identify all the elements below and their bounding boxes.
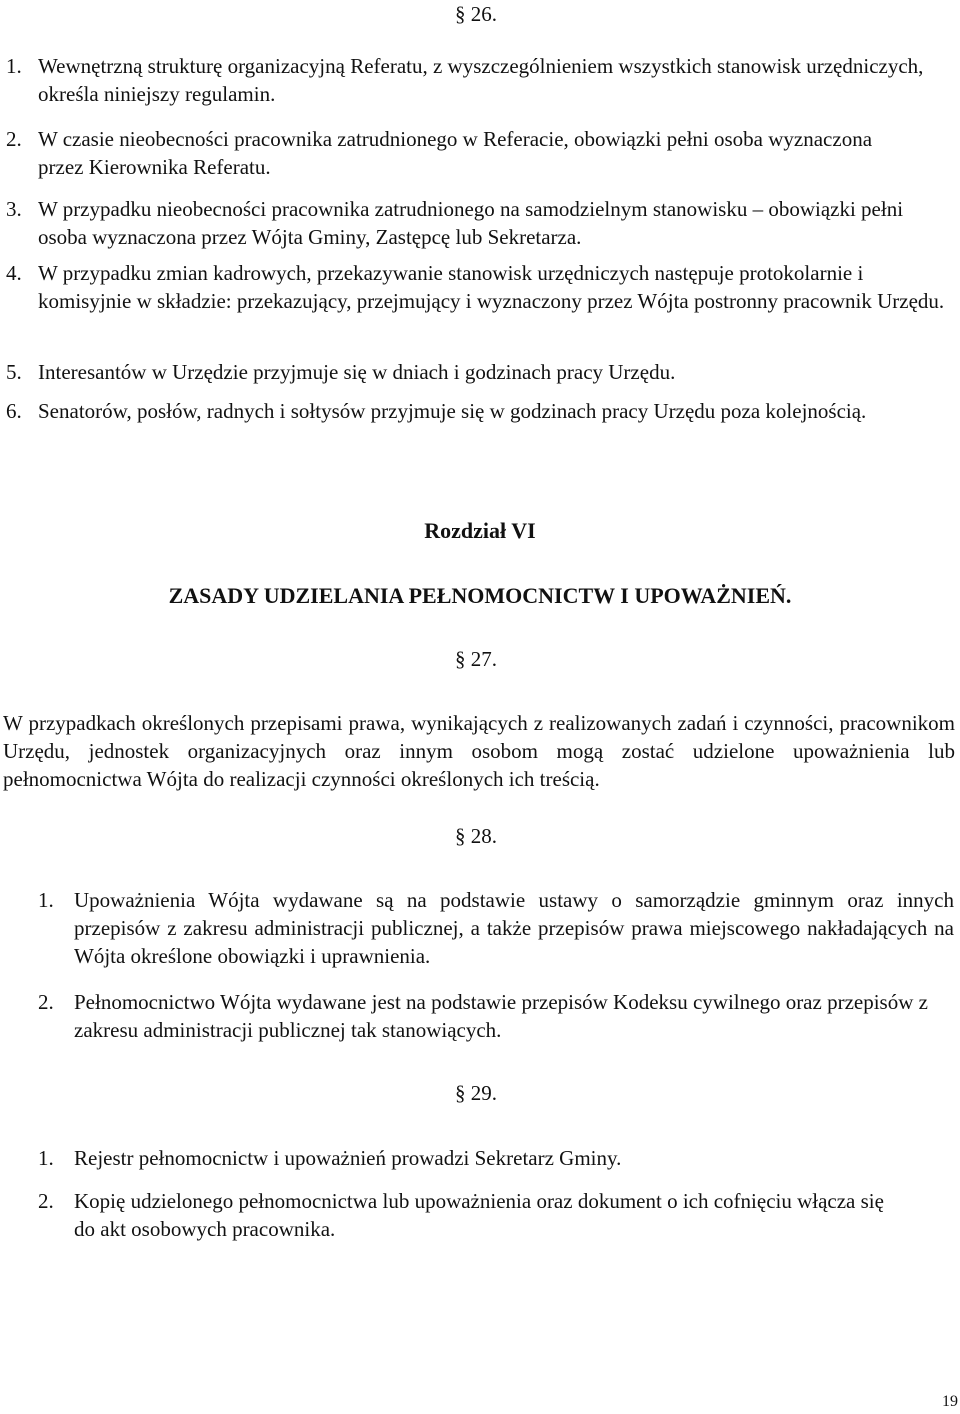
s26-item-2-text: W czasie nieobecności pracownika zatrudnionego w Referacie, obowiązki pełni osoba wyznaczona przez Kierownika Referatu. [38, 127, 873, 179]
s26-item-6 [6, 397, 941, 453]
s29-item-2 [38, 1187, 958, 1243]
s29-item-2-num: 2. [38, 1189, 54, 1213]
s26-item-3-num: 3. [6, 197, 22, 221]
s26-item-1-text: Wewnętrzną strukturę organizacyjną Referatu, z wyszczególnieniem wszystkich stanowisk urzędniczych, określa niniejszy regulamin. [38, 54, 924, 106]
s26-item-4-text: W przypadku zmian kadrowych, przekazywanie stanowisk urzędniczych następuje protokolarnie i komisyjnie w składzie: przekazujący, przejmujący i wyznaczony przez Wójta postronny pracownik Urzędu. [38, 261, 945, 313]
s28-item-2-num: 2. [38, 990, 54, 1014]
s26-item-4 [6, 259, 945, 343]
s26-item-5-num: 5. [6, 360, 22, 384]
s29-item-2-text: Kopię udzielonego pełnomocnictwa lub upoważnienia oraz dokument o ich cofnięciu włącza się do akt osobowych pracownika. [74, 1189, 884, 1241]
s26-item-6-text: Senatorów, posłów, radnych i sołtysów przyjmuje się w godzinach pracy Urzędu poza kolejnością. [38, 399, 867, 423]
s28-item-1-text: Upoważnienia Wójta wydawane są na podstawie ustawy o samorządzie gminnym oraz innych przepisów z zakresu administracji publicznej, a także przepisów prawa miejscowego nakładających na Wójta określone obowiązki i uprawnienia. [74, 888, 954, 968]
s26-item-1-num: 1. [6, 54, 22, 78]
s29-item-1 [38, 1144, 958, 1172]
s28-item-2 [38, 988, 958, 1044]
s26-item-3 [6, 195, 941, 251]
s29-item-1-text: Rejestr pełnomocnictw i upoważnień prowadzi Sekretarz Gminy. [74, 1146, 622, 1170]
section-27-heading: § 27. [455, 647, 497, 671]
s26-item-6-num: 6. [6, 399, 22, 423]
s28-item-1 [38, 886, 958, 970]
s26-item-2 [6, 125, 941, 181]
section-29-heading: § 29. [455, 1081, 497, 1105]
s26-item-5 [6, 358, 941, 386]
s26-item-5-text: Interesantów w Urzędzie przyjmuje się w dniach i godzinach pracy Urzędu. [38, 360, 676, 384]
section-26-heading: § 26. [455, 2, 497, 26]
chapter-subtitle: ZASADY UDZIELANIA PEŁNOMOCNICTW I UPOWAŻNIEŃ. [168, 583, 792, 608]
s26-item-1 [6, 52, 941, 108]
s28-item-1-num: 1. [38, 888, 54, 912]
section-28-heading: § 28. [455, 824, 497, 848]
s28-item-2-text: Pełnomocnictwo Wójta wydawane jest na podstawie przepisów Kodeksu cywilnego oraz przepisów z zakresu administracji publicznej tak stanowiących. [74, 990, 928, 1042]
s29-item-1-num: 1. [38, 1146, 54, 1170]
chapter-title: Rozdział VI [424, 518, 536, 543]
s26-item-3-text: W przypadku nieobecności pracownika zatrudnionego na samodzielnym stanowisku – obowiązki pełni osoba wyznaczona przez Wójta Gminy, Zastępcę lub Sekretarza. [38, 197, 904, 249]
s27-paragraph: W przypadkach określonych przepisami prawa, wynikających z realizowanych zadań i czynności, pracownikom Urzędu, jednostek organizacyjnych oraz innym osobom mogą zostać udzielone upoważnienia lub pełnomocnictwa Wójta do realizacji czynności określonych ich treścią. [3, 711, 955, 791]
s26-item-2-num: 2. [6, 127, 22, 151]
s26-item-4-num: 4. [6, 261, 22, 285]
page-number: 19 [942, 1393, 958, 1410]
